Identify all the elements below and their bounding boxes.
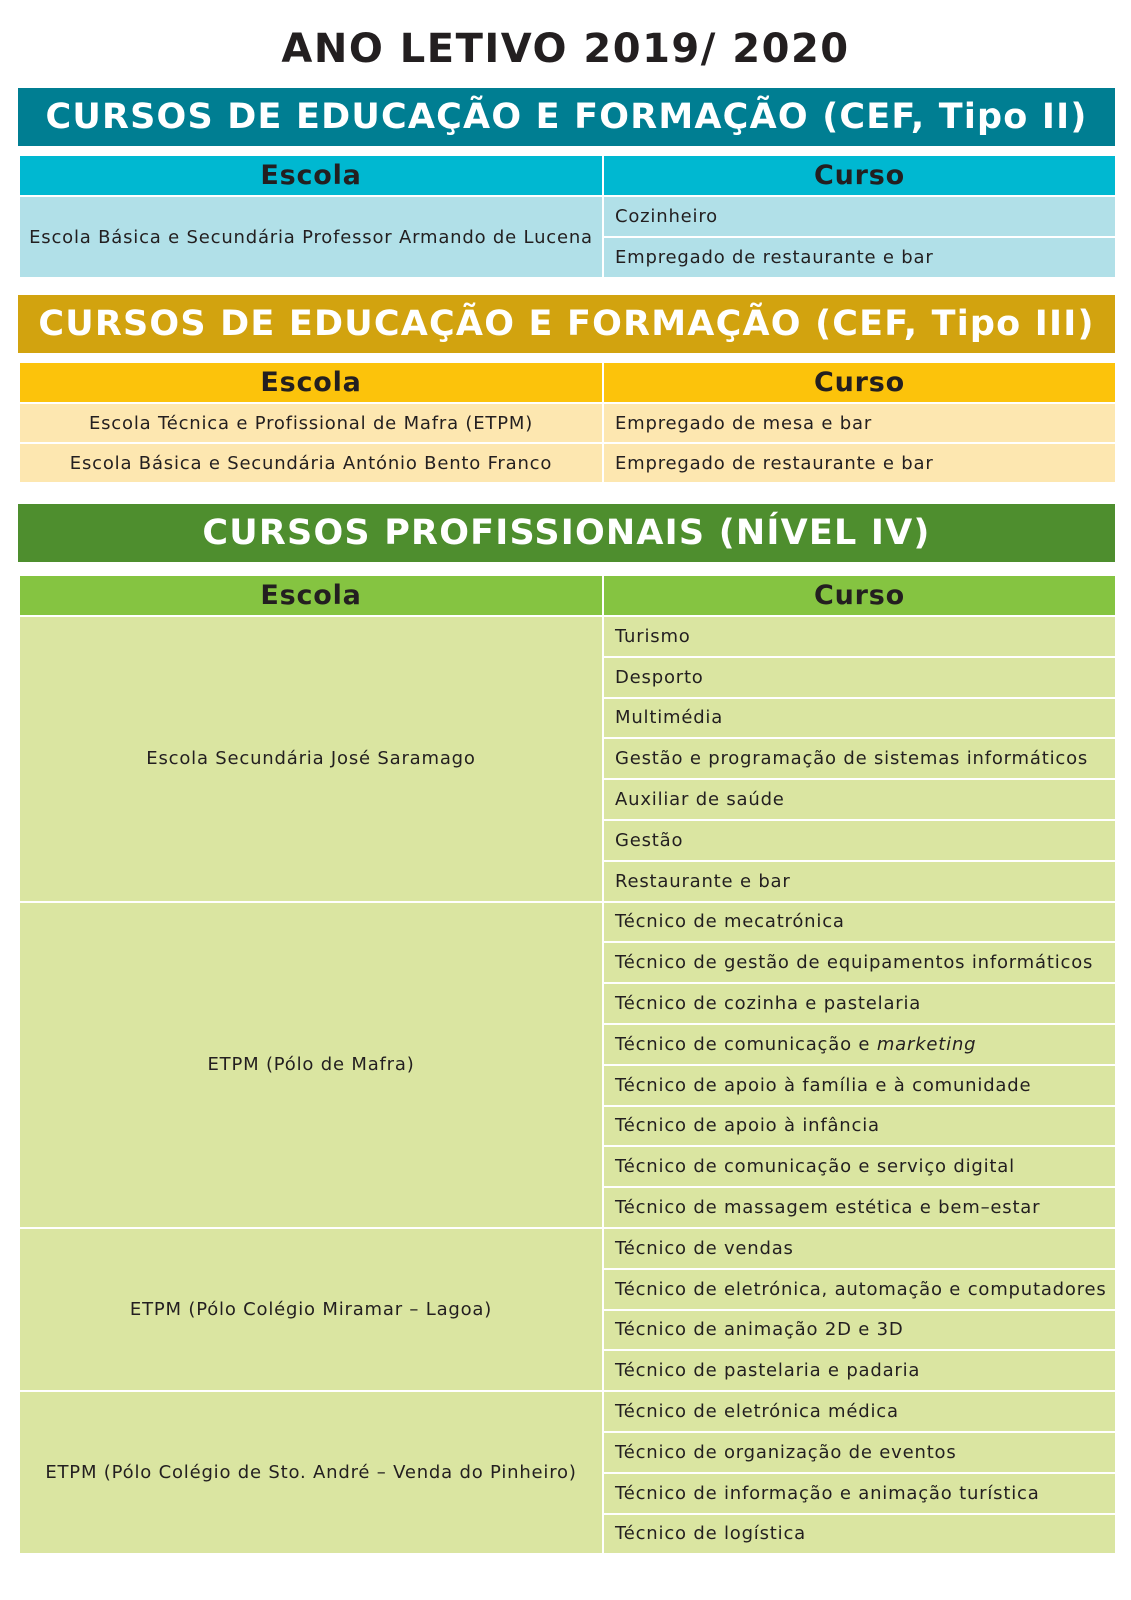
course-name: Turismo <box>603 616 1116 657</box>
school-name: Escola Secundária José Saramago <box>19 616 603 902</box>
school-name: Escola Básica e Secundária Professor Armando de Lucena <box>19 196 603 278</box>
course-name: Técnico de organização de eventos <box>603 1432 1116 1473</box>
column-header-curso: Curso <box>603 362 1116 403</box>
course-name: Cozinheiro <box>603 196 1116 237</box>
course-name <box>603 1024 1116 1065</box>
section-banner-cef-tipo-ii: CURSOS DE EDUCAÇÃO E FORMAÇÃO (CEF, Tipo II) <box>18 88 1115 146</box>
table-header-row <box>19 575 1116 616</box>
course-name: Gestão e programação de sistemas informáticos <box>603 738 1116 779</box>
section-banner-profissionais: CURSOS PROFISSIONAIS (NÍVEL IV) <box>18 504 1115 562</box>
table-row <box>19 196 1116 237</box>
course-name: Auxiliar de saúde <box>603 779 1116 820</box>
course-name: Técnico de animação 2D e 3D <box>603 1310 1116 1351</box>
course-name: Empregado de restaurante e bar <box>603 237 1116 278</box>
school-name: ETPM (Pólo Colégio de Sto. André – Venda do Pinheiro) <box>19 1391 603 1554</box>
course-name: Técnico de cozinha e pastelaria <box>603 983 1116 1024</box>
column-header-curso: Curso <box>603 155 1116 196</box>
column-header-escola: Escola <box>19 362 603 403</box>
section-banner-cef-tipo-iii: CURSOS DE EDUCAÇÃO E FORMAÇÃO (CEF, Tipo III) <box>18 295 1115 353</box>
course-name: Técnico de comunicação e serviço digital <box>603 1146 1116 1187</box>
page-title: ANO LETIVO 2019/ 2020 <box>281 26 850 72</box>
course-name: Técnico de logística <box>603 1514 1116 1555</box>
course-name: Técnico de mecatrónica <box>603 902 1116 943</box>
school-name: ETPM (Pólo de Mafra) <box>19 902 603 1228</box>
course-name: Restaurante e bar <box>603 861 1116 902</box>
course-name: Técnico de apoio à infância <box>603 1106 1116 1147</box>
course-name: Técnico de informação e animação turística <box>603 1473 1116 1514</box>
courses-table-cef-tipo-ii <box>18 154 1117 279</box>
course-name: Empregado de restaurante e bar <box>603 443 1116 483</box>
table-row <box>19 1391 1116 1432</box>
table-row <box>19 902 1116 943</box>
column-header-curso: Curso <box>603 575 1116 616</box>
course-name: Técnico de gestão de equipamentos informáticos <box>603 942 1116 983</box>
course-name: Multimédia <box>603 698 1116 739</box>
course-name: Técnico de apoio à família e à comunidade <box>603 1065 1116 1106</box>
school-name: ETPM (Pólo Colégio Miramar – Lagoa) <box>19 1228 603 1391</box>
course-name: Técnico de eletrónica, automação e computadores <box>603 1269 1116 1310</box>
column-header-escola: Escola <box>19 575 603 616</box>
school-name: Escola Técnica e Profissional de Mafra (ETPM) <box>19 403 603 443</box>
course-name: Técnico de pastelaria e padaria <box>603 1350 1116 1391</box>
course-name: Técnico de vendas <box>603 1228 1116 1269</box>
course-name: Empregado de mesa e bar <box>603 403 1116 443</box>
course-name: Gestão <box>603 820 1116 861</box>
course-name: Desporto <box>603 657 1116 698</box>
course-name-italic: marketing <box>876 1033 977 1055</box>
courses-table-cef-tipo-iii <box>18 361 1117 484</box>
course-name-text: Técnico de comunicação e <box>615 1033 877 1055</box>
table-row <box>19 403 1116 443</box>
column-header-escola: Escola <box>19 155 603 196</box>
table-row <box>19 443 1116 483</box>
course-name: Técnico de eletrónica médica <box>603 1391 1116 1432</box>
table-row <box>19 1228 1116 1269</box>
courses-table-profissionais <box>18 574 1117 1555</box>
table-header-row <box>19 155 1116 196</box>
school-name: Escola Básica e Secundária António Bento Franco <box>19 443 603 483</box>
table-row <box>19 616 1116 657</box>
table-header-row <box>19 362 1116 403</box>
course-name: Técnico de massagem estética e bem–estar <box>603 1187 1116 1228</box>
